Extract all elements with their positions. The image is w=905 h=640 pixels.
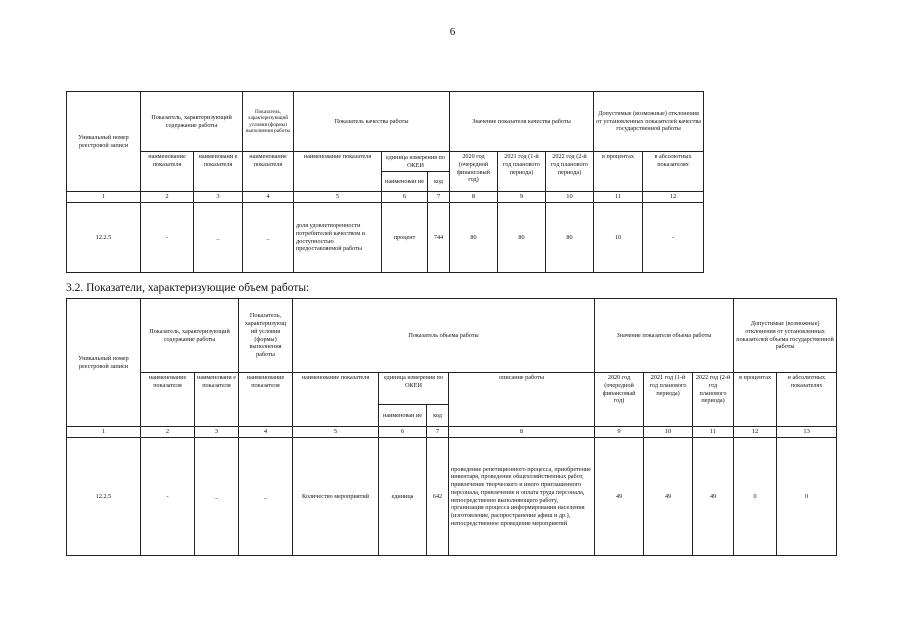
- volume-indicators-table: [66, 298, 837, 556]
- col-number: 4: [239, 427, 293, 438]
- col-number: 5: [294, 192, 382, 203]
- cell-value-2022: 49: [693, 438, 734, 556]
- header-okei-name: наименован ие: [379, 405, 427, 427]
- cell-condition: _: [243, 203, 294, 273]
- col-number: 6: [379, 427, 427, 438]
- col-number: 1: [67, 427, 141, 438]
- header-content-indicator: Показатель, характеризующий содержание работы: [141, 92, 243, 152]
- page-number: 6: [449, 26, 456, 38]
- cell-unit: процент: [382, 203, 428, 273]
- header-volume-value: Значение показателя объема работы: [595, 299, 734, 373]
- col-number: 4: [243, 192, 294, 203]
- cell-volume-indicator: Количество мероприятий: [293, 438, 379, 556]
- cell-code: 12.2.5: [67, 438, 141, 556]
- col-number: 2: [141, 192, 194, 203]
- header-unique-number: Уникальный номер реестровой записи: [67, 299, 141, 427]
- header-name-indicator: наименование показателя: [141, 152, 194, 192]
- col-number: 10: [546, 192, 594, 203]
- header-okei-unit: единица измерения по ОКЕИ: [382, 152, 450, 172]
- col-number: 9: [595, 427, 644, 438]
- cell-value-2021: 49: [644, 438, 693, 556]
- col-number: 1: [67, 192, 141, 203]
- header-year-2022: 2022 год (2-й год планового периода): [693, 373, 734, 427]
- header-absolute: в абсолютных показателях: [643, 152, 704, 192]
- header-quality-indicator: Показатель качества работы: [294, 92, 450, 152]
- header-content-indicator: Показатель, характеризующий содержание работы: [141, 299, 239, 373]
- header-year-2020: 2020 год (очередной финансовый год): [450, 152, 498, 192]
- header-year-2020: 2020 год (очередной финансовый год): [595, 373, 644, 427]
- header-name-indicator: наименование показателя: [294, 152, 382, 192]
- cell-value-2020: 49: [595, 438, 644, 556]
- header-name-indicator: наименование показателя: [243, 152, 294, 192]
- col-number: 11: [693, 427, 734, 438]
- col-number: 7: [428, 192, 450, 203]
- cell-quality-indicator: доля удовлетворенности потребителей качеством и доступностью предоставляемой работы: [294, 203, 382, 273]
- header-volume-indicator: Показатель объема работы: [293, 299, 595, 373]
- header-year-2021: 2021 год (1-й год планового периода): [498, 152, 546, 192]
- col-number: 5: [293, 427, 379, 438]
- cell-content-1: -: [141, 203, 194, 273]
- header-quality-value: Значение показателя качества работы: [450, 92, 594, 152]
- cell-code: 12.2.5: [67, 203, 141, 273]
- col-number: 11: [594, 192, 643, 203]
- col-number: 12: [643, 192, 704, 203]
- header-name-indicator: наименовани е показателя: [195, 373, 239, 427]
- cell-value-2022: 80: [546, 203, 594, 273]
- header-deviations: Допустимые (возможные) отклонения от установленных показателей качества государственной работы: [594, 92, 704, 152]
- header-year-2022: 2022 год (2-й год планового периода): [546, 152, 594, 192]
- header-name-indicator: наименование показателя: [141, 373, 195, 427]
- header-okei-unit: единица измерения по ОКЕИ: [379, 373, 449, 405]
- cell-content-2: _: [195, 438, 239, 556]
- header-conditions-indicator: Показатель, характеризующий условия (формы) выполнения работы: [243, 92, 294, 152]
- col-number: 8: [450, 192, 498, 203]
- cell-content-1: -: [141, 438, 195, 556]
- header-unique-number: Уникальный номер реестровой записи: [67, 92, 141, 192]
- cell-deviation-percent: 0: [734, 438, 777, 556]
- header-okei-code: код: [428, 172, 450, 192]
- header-name-indicator: наименование показателя: [293, 373, 379, 427]
- section-title: 3.2. Показатели, характеризующие объем работы:: [66, 282, 310, 294]
- header-okei-code: код: [427, 405, 449, 427]
- cell-deviation-absolute: 0: [777, 438, 837, 556]
- cell-value-2020: 80: [450, 203, 498, 273]
- header-name-indicator: наименование показателя: [239, 373, 293, 427]
- table-row: [67, 438, 837, 556]
- col-number: 3: [195, 427, 239, 438]
- header-percent: в процентах: [734, 373, 777, 427]
- header-year-2021: 2021 год (1-й год планового периода): [644, 373, 693, 427]
- cell-value-2021: 80: [498, 203, 546, 273]
- header-percent: в процентах: [594, 152, 643, 192]
- header-deviations: Допустимые (возможные) отклонения от установленных показателей объема государственной работы: [734, 299, 837, 373]
- col-number: 12: [734, 427, 777, 438]
- col-number: 9: [498, 192, 546, 203]
- header-conditions-indicator: Показатель, характеризующ ий условия (формы) выполнения работы: [239, 299, 293, 373]
- quality-indicators-table: [66, 91, 704, 273]
- col-number: 10: [644, 427, 693, 438]
- table-row: [67, 203, 704, 273]
- col-number: 8: [449, 427, 595, 438]
- cell-unit: единица: [379, 438, 427, 556]
- col-number: 7: [427, 427, 449, 438]
- cell-description: проведение репетиционного процесса, приобретение инвентаря, проведение общехозяйственных работ, привлечение творческого и иного приглашенного персонала, привлечение и оплата труда персонала, непосредственно выполняющего работу, организация процесса информирования населения (изготовление, распространение афиш и др.), непосредственное проведение мероприятий: [449, 438, 595, 556]
- header-absolute: в абсолютных показателях: [777, 373, 837, 427]
- header-okei-name: наименован ие: [382, 172, 428, 192]
- col-number: 3: [194, 192, 243, 203]
- cell-deviation-absolute: -: [643, 203, 704, 273]
- cell-content-2: _: [194, 203, 243, 273]
- cell-okei: 744: [428, 203, 450, 273]
- cell-condition: _: [239, 438, 293, 556]
- col-number: 13: [777, 427, 837, 438]
- col-number: 6: [382, 192, 428, 203]
- col-number: 2: [141, 427, 195, 438]
- header-description: описание работы: [449, 373, 595, 427]
- cell-okei: 642: [427, 438, 449, 556]
- header-name-indicator: наименовани е показателя: [194, 152, 243, 192]
- cell-deviation-percent: 10: [594, 203, 643, 273]
